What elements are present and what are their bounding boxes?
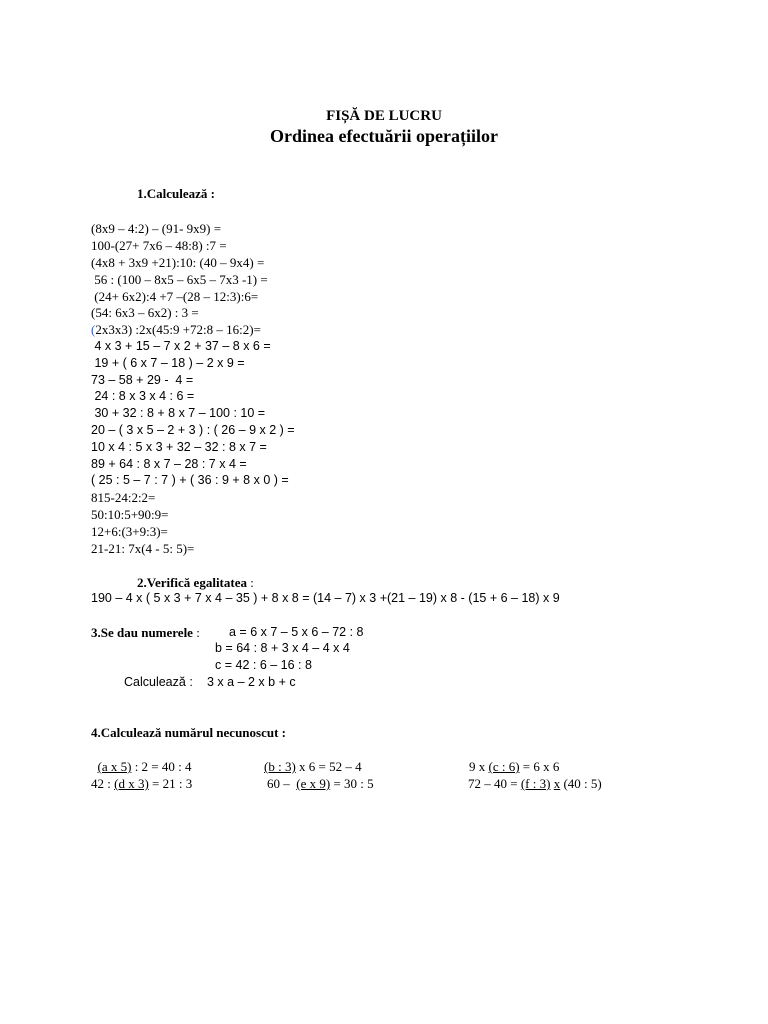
unknown-eq-c-underlined: (c : 6) [488, 759, 520, 774]
unknown-eq-a-underlined: (a x 5) [97, 759, 132, 774]
exercise-11: 24 : 8 x 3 x 4 : 6 = [91, 389, 195, 403]
unknown-eq-d-underlined: (d x 3) [114, 776, 149, 791]
exercise-14: 10 x 4 : 5 x 3 + 32 – 32 : 8 x 7 = [91, 440, 267, 454]
exercise-19: 12+6:(3+9:3)= [91, 524, 168, 539]
section4-heading: 4.Calculează numărul necunoscut : [91, 725, 286, 740]
exercise-7 [91, 323, 261, 336]
section3-b: b = 64 : 8 + 3 x 4 – 4 x 4 [215, 641, 350, 655]
unknown-eq-f [468, 777, 602, 790]
section2-heading-colon: : [246, 575, 254, 590]
exercise-3: (4x8 + 3x9 +21):10: (40 – 9x4) = [91, 255, 265, 270]
unknown-eq-d-post: = 21 : 3 [148, 776, 193, 791]
section3-heading-colon: : [192, 625, 200, 640]
unknown-eq-a [91, 760, 192, 773]
exercise-18: 50:10:5+90:9= [91, 507, 169, 522]
section3-task-label: Calculează : [124, 675, 193, 689]
section2-heading [137, 576, 254, 589]
unknown-eq-c-post: = 6 x 6 [519, 759, 560, 774]
unknown-eq-e-post: = 30 : 5 [330, 776, 374, 791]
unknown-eq-f-underlined: (f : 3) [520, 776, 551, 791]
exercise-5: (24+ 6x2):4 +7 –(28 – 12:3):6= [91, 289, 259, 304]
unknown-eq-a-post: : 2 = 40 : 4 [131, 759, 192, 774]
worksheet-title: FIȘĂ DE LUCRU [326, 108, 442, 124]
unknown-eq-f-underlined-x: x [553, 776, 561, 791]
exercise-2: 100-(27+ 7x6 – 48:8) :7 = [91, 238, 227, 253]
section1-heading: 1.Calculează : [137, 186, 215, 201]
exercise-15: 89 + 64 : 8 x 7 – 28 : 7 x 4 = [91, 457, 247, 471]
exercise-8: 4 x 3 + 15 – 7 x 2 + 37 – 8 x 6 = [91, 339, 271, 353]
unknown-eq-b-underlined: (b : 3) [264, 759, 296, 774]
unknown-eq-b-post: x 6 = 52 – 4 [295, 759, 362, 774]
section2-equation: 190 – 4 x ( 5 x 3 + 7 x 4 – 35 ) + 8 x 8 = (14 – 7) x 3 +(21 – 19) x 8 - (15 + 6 – 18) x 9 [91, 591, 560, 605]
section3-heading [91, 626, 200, 639]
section3-task-expression: 3 x a – 2 x b + c [207, 675, 296, 689]
exercise-6: (54: 6x3 – 6x2) : 3 = [91, 305, 199, 320]
unknown-eq-f-post: (40 : 5) [560, 776, 602, 791]
unknown-eq-f-pre: 72 – 40 = [468, 776, 521, 791]
exercise-20: 21-21: 7x(4 - 5: 5)= [91, 541, 195, 556]
exercise-9: 19 + ( 6 x 7 – 18 ) – 2 x 9 = [91, 356, 245, 370]
section3-heading-text: 3.Se dau numerele [91, 625, 193, 640]
unknown-eq-b [264, 760, 362, 773]
section3-a: a = 6 x 7 – 5 x 6 – 72 : 8 [229, 625, 364, 639]
unknown-eq-d-pre: 42 : [91, 776, 115, 791]
exercise-12: 30 + 32 : 8 + 8 x 7 – 100 : 10 = [91, 406, 266, 420]
exercise-4: 56 : (100 – 8x5 – 6x5 – 7x3 -1) = [91, 272, 268, 287]
exercise-7-open-paren: ( [91, 322, 96, 337]
section3-c: c = 42 : 6 – 16 : 8 [215, 658, 312, 672]
unknown-eq-e-pre: 60 – [267, 776, 297, 791]
exercise-1: (8x9 – 4:2) – (91- 9x9) = [91, 221, 222, 236]
exercise-7-body: 2x3x3) :2x(45:9 +72:8 – 16:2)= [95, 322, 261, 337]
exercise-16: ( 25 : 5 – 7 : 7 ) + ( 36 : 9 + 8 x 0 ) = [91, 473, 289, 487]
unknown-eq-e [267, 777, 374, 790]
exercise-10: 73 – 58 + 29 - 4 = [91, 373, 194, 387]
unknown-eq-c-pre: 9 x [469, 759, 489, 774]
unknown-eq-e-underlined: (e x 9) [296, 776, 331, 791]
section2-heading-text: 2.Verifică egalitatea [137, 575, 247, 590]
unknown-eq-c [469, 760, 559, 773]
worksheet-subtitle: Ordinea efectuării operațiilor [270, 126, 498, 146]
unknown-eq-d [91, 777, 192, 790]
exercise-17: 815-24:2:2= [91, 490, 156, 505]
exercise-13: 20 – ( 3 x 5 – 2 + 3 ) : ( 26 – 9 x 2 ) = [91, 423, 295, 437]
